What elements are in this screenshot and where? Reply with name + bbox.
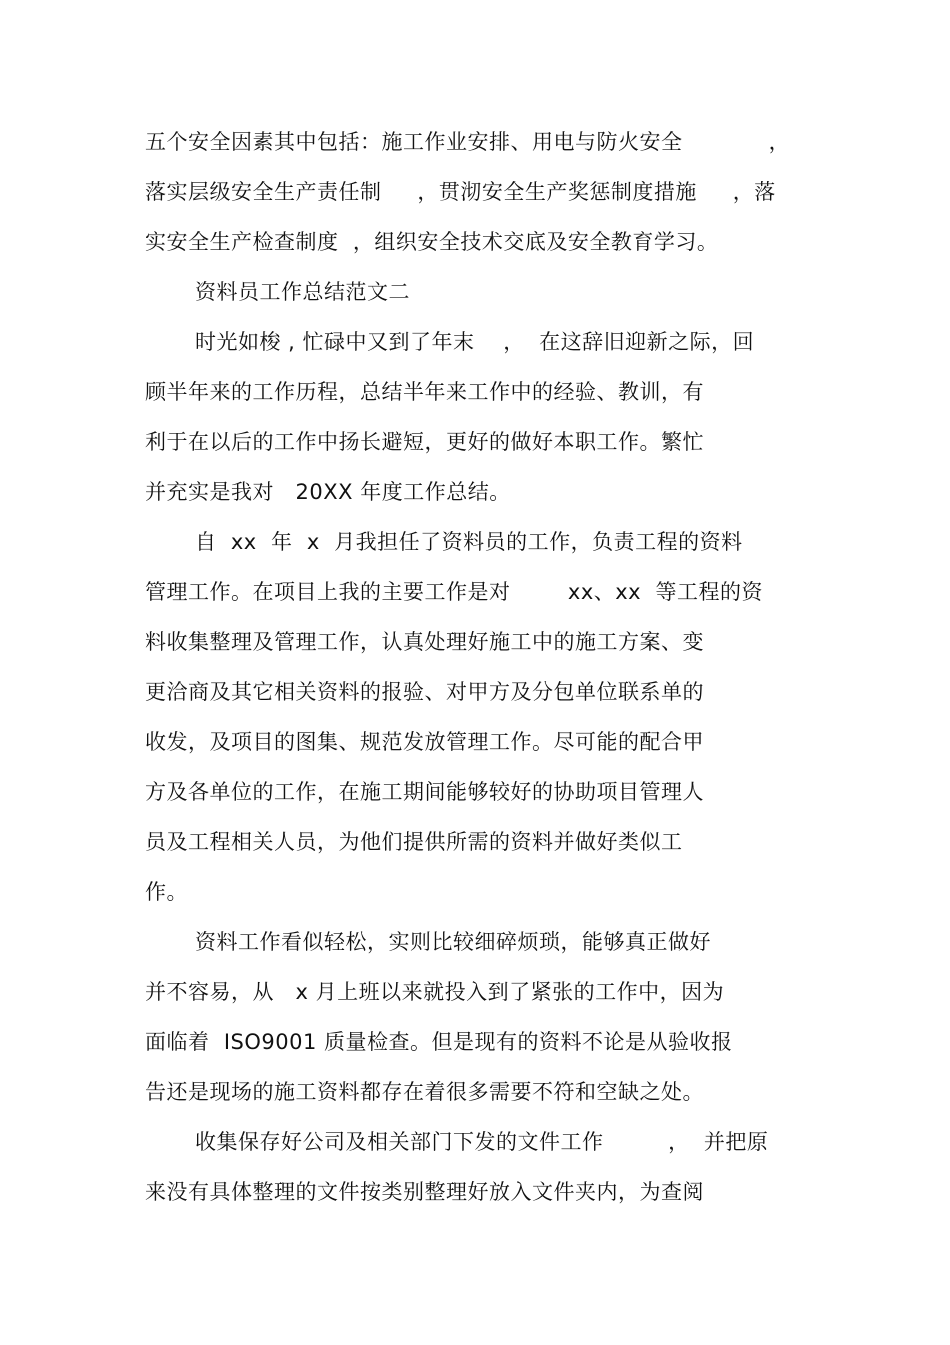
paragraph-line: 收发，及项目的图集、规范发放管理工作。尽可能的配合甲 <box>145 730 704 754</box>
paragraph-line: 自 xx 年 x 月我担任了资料员的工作，负责工程的资料 <box>195 530 743 554</box>
paragraph-line: 更洽商及其它相关资料的报验、对甲方及分包单位联系单的 <box>145 680 704 704</box>
paragraph-line: 收集保存好公司及相关部门下发的文件工作 ， 并把原 <box>195 1130 769 1154</box>
paragraph-line: 来没有具体整理的文件按类别整理好放入文件夹内，为查阅 <box>145 1180 704 1204</box>
paragraph-line: 作。 <box>145 880 188 904</box>
paragraph-line: 方及各单位的工作，在施工期间能够较好的协助项目管理人 <box>145 780 704 804</box>
section-heading: 资料员工作总结范文二 <box>195 280 410 304</box>
paragraph-line: 落实层级安全生产责任制 ，贯沏安全生产奖惩制度措施 ，落 <box>145 180 776 204</box>
paragraph-line: 顾半年来的工作历程，总结半年来工作中的经验、教训，有 <box>145 380 704 404</box>
paragraph-line: 员及工程相关人员，为他们提供所需的资料并做好类似工 <box>145 830 683 854</box>
paragraph-line: 五个安全因素其中包括：施工作业安排、用电与防火安全 ， <box>145 130 791 154</box>
paragraph-line: 面临着 ISO9001 质量检查。但是现有的资料不论是从验收报 <box>145 1030 733 1054</box>
paragraph-line: 并充实是我对 20XX 年度工作总结。 <box>145 480 511 504</box>
paragraph-line: 告还是现场的施工资料都存在着很多需要不符和空缺之处。 <box>145 1080 704 1104</box>
paragraph-line: 管理工作。在项目上我的主要工作是对 xx、xx 等工程的资 <box>145 580 763 604</box>
paragraph-line: 实安全生产检查制度 ，组织安全技术交底及安全教育学习。 <box>145 230 719 254</box>
paragraph-line: 并不容易，从 x 月上班以来就投入到了紧张的工作中，因为 <box>145 980 725 1004</box>
paragraph-line: 资料工作看似轻松，实则比较细碎烦琐，能够真正做好 <box>195 930 711 954</box>
paragraph-line: 时光如梭 , 忙碌中又到了年末 ， 在这辞旧迎新之际，回 <box>195 330 755 354</box>
paragraph-line: 料收集整理及管理工作，认真处理好施工中的施工方案、变 <box>145 630 704 654</box>
paragraph-line: 利于在以后的工作中扬长避短，更好的做好本职工作。繁忙 <box>145 430 704 454</box>
